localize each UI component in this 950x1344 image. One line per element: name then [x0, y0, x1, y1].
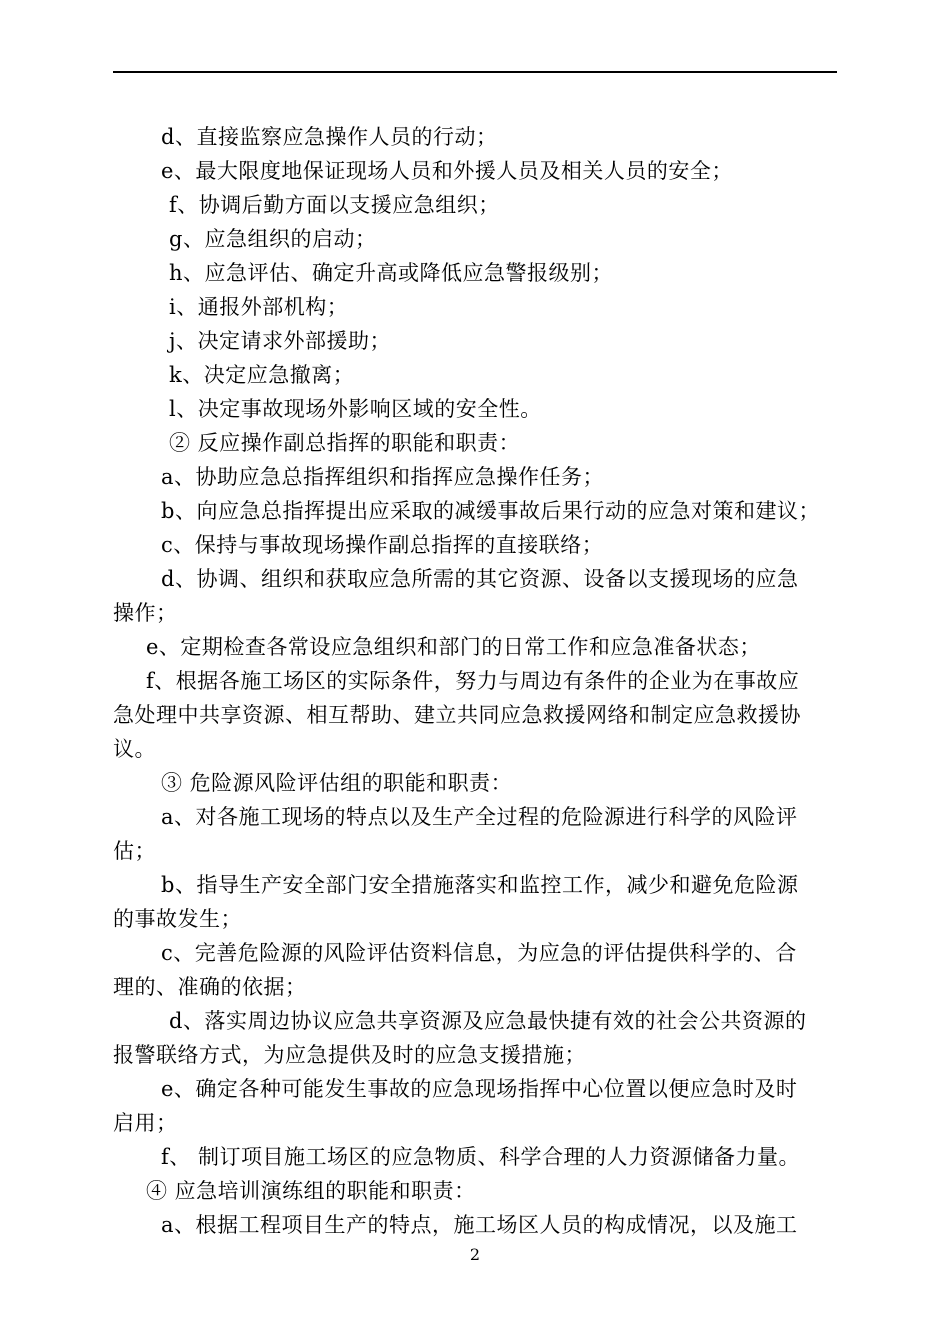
list-item: b、指导生产安全部门安全措施落实和监控工作，减少和避免危险源: [161, 873, 799, 897]
list-item: b、向应急总指挥提出应采取的减缓事故后果行动的应急对策和建议；: [161, 499, 820, 523]
list-item: f、协调后勤方面以支援应急组织；: [169, 193, 500, 217]
list-item: h、应急评估、确定升高或降低应急警报级别；: [169, 261, 614, 285]
list-item: e、最大限度地保证现场人员和外援人员及相关人员的安全；: [161, 159, 733, 183]
list-item: g、应急组织的启动；: [169, 227, 377, 251]
list-item-continuation: 的事故发生；: [113, 907, 242, 931]
section-heading: ② 反应操作副总指挥的职能和职责：: [169, 431, 521, 455]
list-item: e、确定各种可能发生事故的应急现场指挥中心位置以便应急时及时: [161, 1077, 798, 1101]
list-item: a、对各施工现场的特点以及生产全过程的危险源进行科学的风险评: [161, 805, 798, 829]
list-item-continuation: 报警联络方式，为应急提供及时的应急支援措施；: [113, 1043, 586, 1067]
list-item-continuation: 急处理中共享资源、相互帮助、建立共同应急救援网络和制定应急救援协: [113, 703, 801, 727]
list-item-continuation: 理的、准确的依据；: [113, 975, 307, 999]
list-item-continuation: 议。: [113, 737, 156, 761]
page-number: 2: [469, 1245, 481, 1264]
list-item: a、协助应急总指挥组织和指挥应急操作任务；: [161, 465, 605, 489]
list-item-continuation: 启用；: [113, 1111, 178, 1135]
section-heading: ④ 应急培训演练组的职能和职责：: [146, 1179, 476, 1203]
list-item: d、直接监察应急操作人员的行动；: [161, 125, 498, 149]
list-item: d、落实周边协议应急共享资源及应急最快捷有效的社会公共资源的: [169, 1009, 807, 1033]
section-heading: ③ 危险源风险评估组的职能和职责：: [161, 771, 513, 795]
list-item: f、 制订项目施工场区的应急物质、科学合理的人力资源储备力量。: [161, 1145, 800, 1169]
list-item: a、根据工程项目生产的特点，施工场区人员的构成情况，以及施工: [161, 1213, 798, 1237]
list-item: j、决定请求外部援助；: [169, 329, 392, 353]
list-item: d、协调、组织和获取应急所需的其它资源、设备以支援现场的应急: [161, 567, 799, 591]
list-item: f、根据各施工场区的实际条件，努力与周边有条件的企业为在事故应: [146, 669, 800, 693]
list-item: c、完善危险源的风险评估资料信息，为应急的评估提供科学的、合: [161, 941, 797, 965]
list-item: e、定期检查各常设应急组织和部门的日常工作和应急准备状态；: [146, 635, 761, 659]
list-item-continuation: 估；: [113, 839, 156, 863]
list-item: k、决定应急撤离；: [169, 363, 355, 387]
list-item-continuation: 操作；: [113, 601, 178, 625]
list-item: c、保持与事故现场操作副总指挥的直接联络；: [161, 533, 604, 557]
list-item: i、通报外部机构；: [169, 295, 349, 319]
header-rule: [113, 71, 837, 73]
list-item: l、决定事故现场外影响区域的安全性。: [169, 397, 542, 421]
